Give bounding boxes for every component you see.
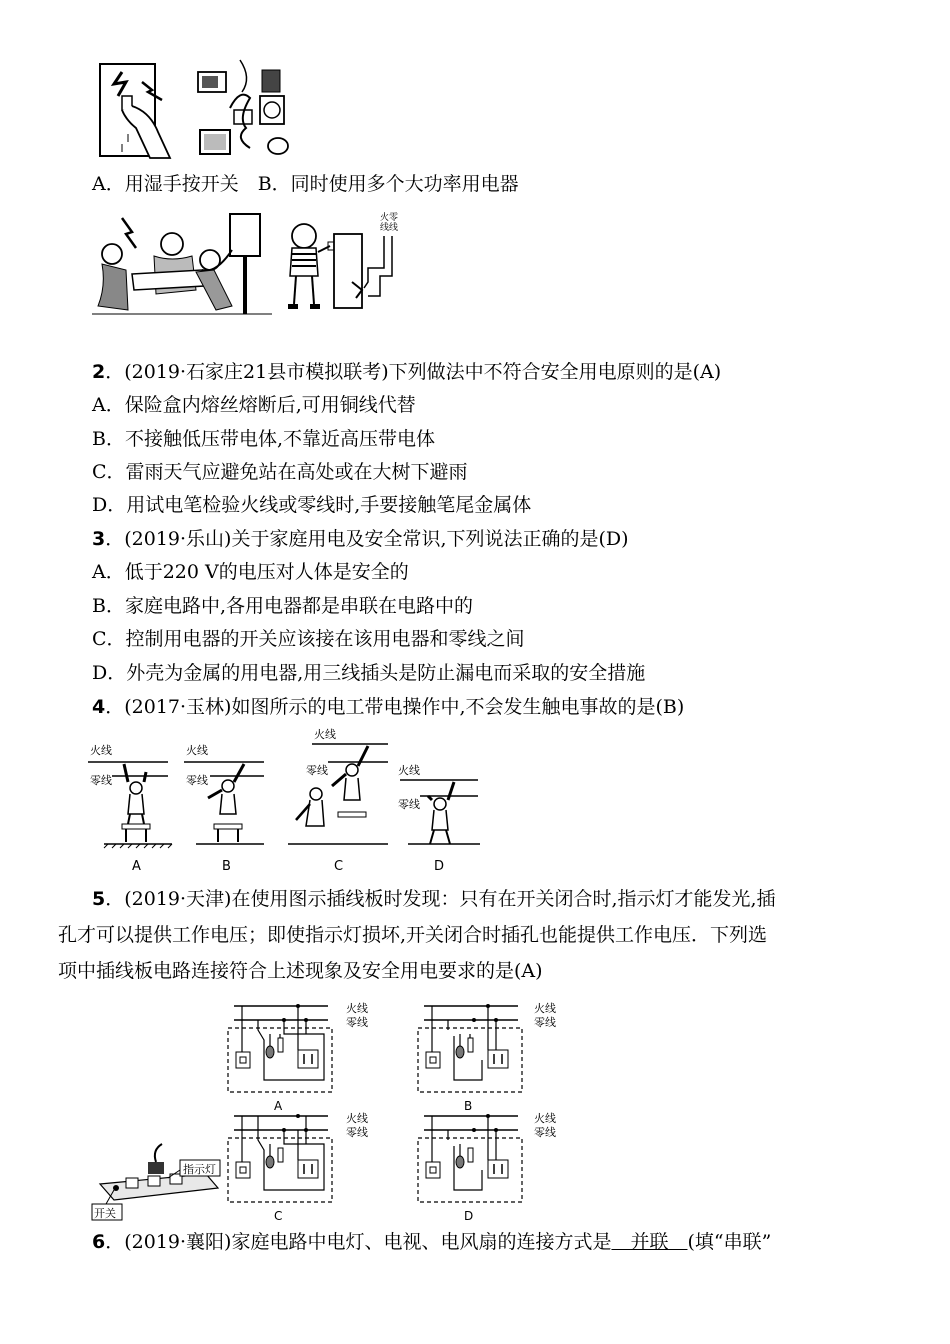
q6-answer: 并联 (630, 1231, 669, 1253)
q4-panel-c (288, 727, 388, 874)
q5-label-c: C (274, 1209, 283, 1223)
q5-label-b: B (464, 1099, 473, 1113)
q5-power-strip (92, 1144, 220, 1220)
q5-stem-l3: 项中插线板电路连接符合上述现象及安全用电要求的是(A) (58, 960, 543, 982)
q5-indicator-label: 指示灯 (183, 1163, 216, 1176)
q5-c-neutral: 零线 (346, 1126, 368, 1139)
fig-d-label-2: 线线 (380, 223, 399, 233)
figure-child-plug (284, 212, 408, 316)
q5-d-fire: 火线 (534, 1112, 556, 1125)
q4-stem: 4．(2017·玉林)如图所示的电工带电操作中,不会发生触电事故的是(B) (92, 696, 685, 718)
q5-b-fire: 火线 (534, 1002, 556, 1015)
q2-stem: 2．(2019·石家庄21县市模拟联考)下列做法中不符合安全用电原则的是(A) (92, 361, 722, 383)
q2-option-b: B．不接触低压带电体,不靠近高压带电体 (92, 428, 436, 450)
q4-c-fire-label: 火线 (314, 728, 336, 741)
q4-figure (88, 724, 488, 876)
q5-circuit-d (418, 1111, 556, 1223)
q5-d-neutral: 零线 (534, 1126, 556, 1139)
q3-option-c: C．控制用电器的开关应该接在该用电器和零线之间 (92, 628, 525, 650)
q4-d-neutral-label: 零线 (398, 798, 420, 811)
q5-circuit-c (228, 1111, 368, 1223)
q4-label-d: D (434, 859, 445, 874)
q5-stem-l2: 孔才可以提供工作电压；即使指示灯损坏,开关闭合时插孔也能提供工作电压．下列选 (58, 924, 768, 946)
q4-b-fire-label: 火线 (186, 744, 208, 757)
q4-a-fire-label: 火线 (90, 744, 112, 757)
q5-c-fire: 火线 (346, 1112, 368, 1125)
q4-label-b: B (222, 859, 231, 874)
fig-d-label-1: 火零 (380, 213, 399, 223)
q2-option-d: D．用试电笔检验火线或零线时,手要接触笔尾金属体 (92, 494, 532, 516)
q4-a-neutral-label: 零线 (90, 774, 112, 787)
q3-option-a: A．低于220 V的电压对人体是安全的 (92, 561, 409, 583)
q4-b-neutral-label: 零线 (186, 774, 208, 787)
q5-a-fire: 火线 (346, 1002, 368, 1015)
q4-panel-d (398, 763, 480, 874)
q3-option-d: D．外壳为金属的用电器,用三线插头是防止漏电而采取的安全措施 (92, 662, 646, 684)
q4-label-a: A (132, 859, 141, 874)
q3-stem: 3．(2019·乐山)关于家庭用电及安全常识,下列说法正确的是(D) (92, 528, 629, 550)
figure-people-under-power (92, 210, 272, 316)
q4-panel-b (184, 743, 264, 874)
q6-stem: 6．(2019·襄阳)家庭电路中电灯、电视、电风扇的连接方式是 并联 (填“串联” (92, 1231, 772, 1253)
q5-switch-label: 开关 (94, 1207, 116, 1220)
q2-option-a: A．保险盒内熔丝熔断后,可用铜线代替 (92, 394, 416, 416)
q3-option-b: B．家庭电路中,各用电器都是串联在电路中的 (92, 595, 474, 617)
q1-options-ab: A．用湿手按开关 B．同时使用多个大功率用电器 (92, 173, 519, 195)
q5-figure (86, 992, 556, 1226)
q4-panel-a (88, 743, 172, 874)
q4-c-neutral-label: 零线 (306, 764, 328, 777)
q5-a-neutral: 零线 (346, 1016, 368, 1029)
figure-wet-hand-switch (92, 62, 182, 162)
figure-many-appliances (190, 58, 300, 166)
q5-circuit-b (418, 1001, 556, 1113)
q4-d-fire-label: 火线 (398, 764, 420, 777)
q4-label-c: C (334, 859, 344, 874)
q2-option-c: C．雷雨天气应避免站在高处或在大树下避雨 (92, 461, 468, 483)
q5-b-neutral: 零线 (534, 1016, 556, 1029)
q5-circuit-a (228, 1001, 368, 1113)
q5-label-a: A (274, 1099, 283, 1113)
q5-label-d: D (464, 1209, 474, 1223)
q5-stem-l1: 5．(2019·天津)在使用图示插线板时发现：只有在开关闭合时,指示灯才能发光,插 (92, 888, 776, 910)
